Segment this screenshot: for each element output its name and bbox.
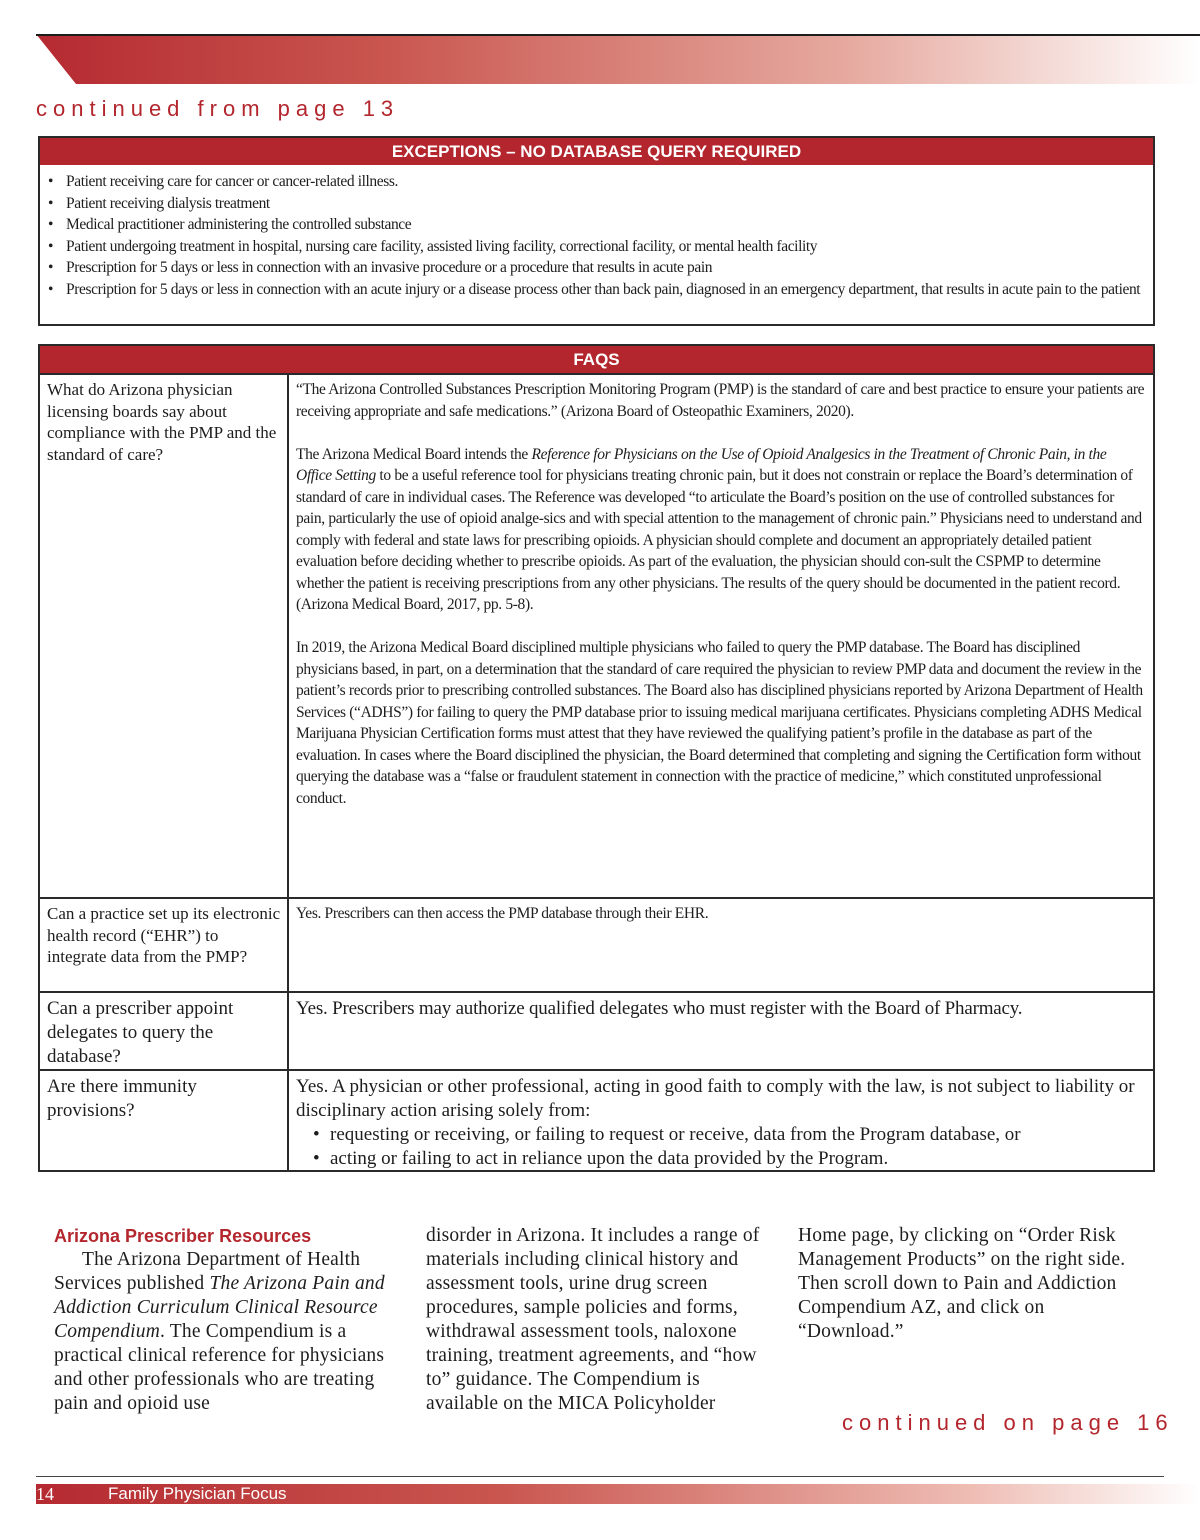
article-text-run: The Arizona Department of Health Services published (54, 1249, 361, 1294)
faq-answer: Yes. Prescribers may authorize qualified delegates who must register with the Board of Pharmacy. (296, 998, 1023, 1019)
faq-row (40, 1069, 1153, 1172)
faq-answer-paragraph (296, 444, 1145, 616)
article-text (54, 1248, 399, 1416)
answer-text: to be a useful reference tool for physicians treating chronic pain, but it does not constrain or replace the Board’s determination of standard of care in individual cases. The Reference was developed “to articulate the Board’s position on the use of controlled substances for pain, particularly the use of opioid analge-sics and with special attention to the management of chronic pain.” Physicians need to understand and comply with federal and state laws for prescribing opioids. A physician should complete and document an appropriately detailed patient evaluation before deciding whether to prescribe opioids. As part of the evaluation, the physician should con-sult the CSPMP to determine whether the patient is receiving prescriptions from any other physicians. The results of the query should be documented in the patient record. (Arizona Medical Board, 2017, pp. 5-8). (296, 467, 1142, 613)
faq-answer-paragraph: In 2019, the Arizona Medical Board disciplined multiple physicians who failed to query the PMP database. The Board has disciplined physicians based, in part, on a determination that the standard of care required the physician to review PMP data and document the review in the patient’s records prior to prescribing controlled substances. The Board also has disciplined physicians reported by Arizona Department of Health Services (“ADHS”) for failing to query the PMP database prior to issuing medical marijuana certificates. Physicians completing ADHS Medical Marijuana Physician Certification forms must attest that they have reviewed the qualifying patient’s profile in the database as part of the evaluation. In cases where the Board disciplined the physician, the Board determined that completing and signing the Certification form without querying the database was a “false or fraudulent statement in connection with the practice of medicine,” which constituted unprofessional conduct. (296, 639, 1143, 807)
faq-question: What do Arizona physician licensing boards say about compliance with the PMP and the standard of care? (40, 375, 289, 897)
exceptions-title: EXCEPTIONS – NO DATABASE QUERY REQUIRED (40, 138, 1153, 165)
faq-question: Are there immunity provisions? (40, 1071, 289, 1172)
continued-from-label: continued from page 13 (36, 96, 400, 121)
article-text-run: . The Compendium is a practical clinical reference for physicians and other professionals who are treating pain and opioid use (54, 1321, 385, 1414)
faq-row (40, 373, 1153, 897)
article-column-1 (54, 1224, 399, 1416)
faqs-table (38, 344, 1155, 1172)
article-column-2: disorder in Arizona. It includes a range of materials including clinical history and assessment tools, urine drug screen procedures, sample policies and forms, withdrawal assessment tools, naloxone training, treatment agreements, and “how to” guidance. The Compendium is available on the MICA Policyholder (426, 1225, 760, 1414)
continued-on-label: continued on page 16 (842, 1410, 1174, 1435)
exception-item: • Patient receiving dialysis treatment (66, 193, 1143, 215)
exception-item: • Medical practitioner administering the controlled substance (66, 214, 1143, 236)
faq-answer: Yes. Prescribers can then access the PMP database through their EHR. (296, 905, 709, 922)
exception-item: • Patient receiving care for cancer or cancer-related illness. (66, 171, 1143, 193)
faqs-title: FAQS (40, 346, 1153, 373)
faq-question: Can a practice set up its electronic health record (“EHR”) to integrate data from the PMP? (40, 899, 289, 991)
faq-answer (289, 1071, 1153, 1172)
faq-row (40, 991, 1153, 1069)
footer-rule (36, 1476, 1164, 1477)
faq-answer-paragraph: “The Arizona Controlled Substances Prescription Monitoring Program (PMP) is the standard of care and best practice to ensure your patients are receiving appropriate and safe medications.” (Arizona Board of Osteopathic Examiners, 2020). (296, 381, 1145, 420)
faq-answer (289, 375, 1153, 897)
header-rule (36, 34, 1200, 36)
publication-title: Family Physician Focus (108, 1484, 287, 1503)
immunity-item: • acting or failing to act in reliance upon the data provided by the Program. (330, 1147, 1145, 1171)
header-banner (36, 34, 1200, 84)
exceptions-list (40, 171, 1153, 300)
section-heading: Arizona Prescriber Resources (54, 1226, 312, 1246)
article-column-3: Home page, by clicking on “Order Risk Management Products” on the right side. Then scroll down to Pain and Addiction Compendium AZ, and click on “Download.” (798, 1225, 1126, 1342)
faq-row (40, 897, 1153, 991)
exception-item: • Prescription for 5 days or less in connection with an acute injury or a disease process other than back pain, diagnosed in an emergency department, that results in acute pain to the patient (66, 279, 1143, 301)
immunity-item: • requesting or receiving, or failing to request or receive, data from the Program database, or (330, 1123, 1145, 1147)
page-number: 14 (36, 1484, 54, 1504)
exception-item: • Prescription for 5 days or less in connection with an invasive procedure or a procedure that results in acute pain (66, 257, 1143, 279)
exceptions-box (38, 136, 1155, 326)
exception-item: • Patient undergoing treatment in hospital, nursing care facility, assisted living facility, correctional facility, or mental health facility (66, 236, 1143, 258)
faq-answer-intro: Yes. A physician or other professional, acting in good faith to comply with the law, is not subject to liability or disciplinary action arising solely from: (296, 1076, 1135, 1121)
immunity-list (296, 1123, 1145, 1171)
answer-text: The Arizona Medical Board intends the (296, 445, 532, 463)
faq-question: Can a prescriber appoint delegates to query the database? (40, 993, 289, 1069)
reference-title: Reference for Physicians on the Use of Opioid Analgesics in the Treatment of Chronic Pain, in the Office Setting (296, 445, 1107, 484)
compendium-title: The Arizona Pain and Addiction Curriculum Clinical Resource Compendium (54, 1273, 385, 1342)
